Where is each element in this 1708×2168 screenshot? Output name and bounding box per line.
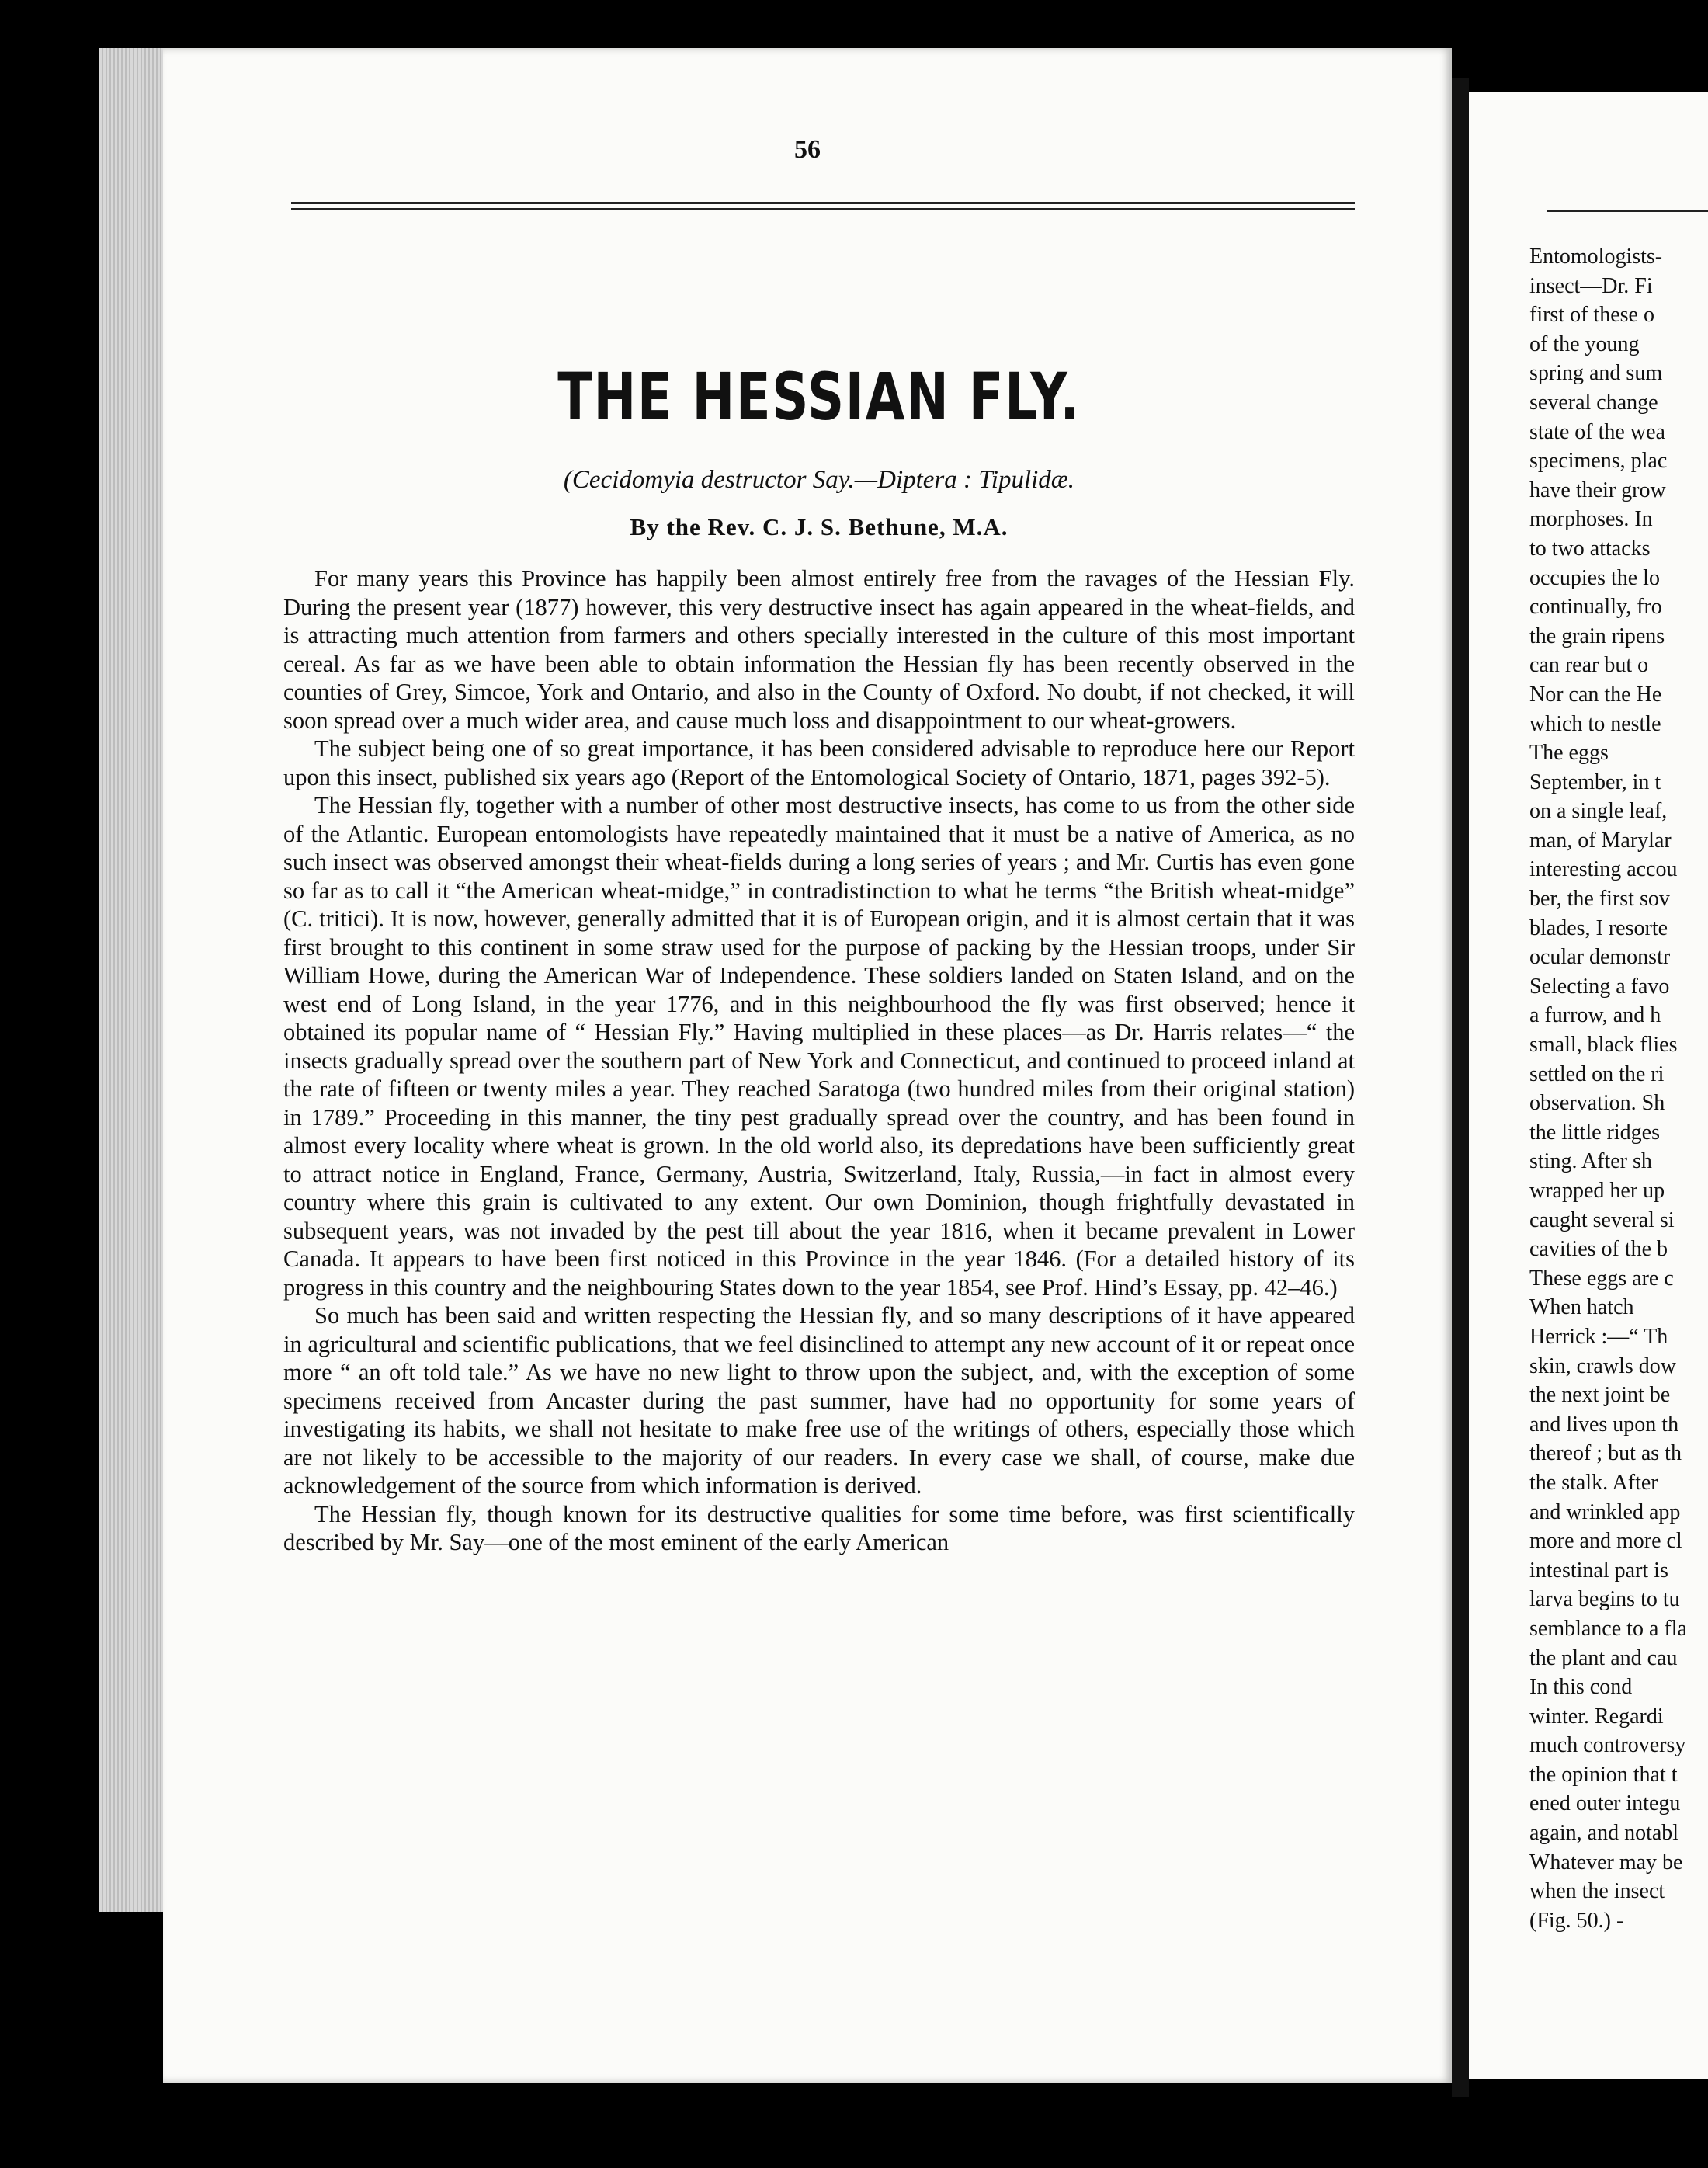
right-page-line: September, in t bbox=[1529, 770, 1661, 794]
right-page-line: the stalk. After bbox=[1529, 1470, 1658, 1495]
right-page-line: the opinion that t bbox=[1529, 1762, 1678, 1787]
page-number: 56 bbox=[794, 135, 821, 164]
left-page bbox=[163, 48, 1452, 2083]
right-page-line: the grain ripens bbox=[1529, 624, 1665, 648]
right-page-line: observation. Sh bbox=[1529, 1091, 1665, 1116]
paragraph-3: The Hessian fly, together with a number of other most destructive insects, has come to us from the other side of the Atlantic. European entomologists have repeatedly maintained that it must be a native of America, as no such insect was observed amongst their wheat-fields during a long series of years ; and Mr. Curtis has even gone so far as to call it “the American wheat-midge,” in contradistinction to what he terms “the British wheat-midge” (C. tritici). It is now, however, generally admitted that it is of European origin, and it is almost certain that it was first brought to this continent in some straw used for the purpose of packing by the Hessian troops, under Sir William Howe, during the American War of Independence. These soldiers landed on Staten Island, and on the west end of Long Island, in the year 1776, and in this neighbourhood the fly was first observed; hence it obtained its popular name of “ Hessian Fly.” Having multiplied in these places—as Dr. Harris relates—“ the insects gradually spread over the southern part of New York and Connecticut, and continued to proceed inland at the rate of fifteen or twenty miles a year. They reached Saratoga (two hundred miles from their original station) in 1789.” Proceeding in this manner, the tiny pest gradually spread over the country, and has been found in almost every locality where wheat is grown. In the old world also, its depredations have been sufficiently great to attract notice in England, France, Germany, Austria, Switzerland, Italy, Russia,—in fact in almost every country where this grain is cultivated to any extent. Our own Dominion, though frightfully devastated in subsequent years, was not invaded by the pest till about the year 1816, when it became prevalent in Lower Canada. It appears to have been first noticed in this Province in the year 1846. (For a detailed history of its progress in this country and the neighbouring States down to the year 1854, see Prof. Hind’s Essay, pp. 42–46.) bbox=[283, 792, 1355, 1301]
right-page-line: more and more cl bbox=[1529, 1529, 1682, 1554]
paragraph-1: For many years this Province has happily been almost entirely free from the ravages of the Hessian Fly. During the present year (1877) however, this very destructive insect has again appeared in the wheat-fields, and is attracting much attention from farmers and others specially interested in the culture of this most important cereal. As far as we have been able to obtain information the Hessian fly has been recently observed in the counties of Grey, Simcoe, York and Ontario, and also in the County of Oxford. No doubt, if not checked, it will soon spread over a much wider area, and cause much loss and disappointment to our wheat-growers. bbox=[283, 565, 1355, 734]
right-page-line: larva begins to tu bbox=[1529, 1587, 1680, 1612]
right-page-line: Whatever may be bbox=[1529, 1850, 1683, 1874]
right-page-line: man, of Marylar bbox=[1529, 828, 1672, 853]
right-page-line: which to nestle bbox=[1529, 711, 1661, 736]
header-rule-bottom bbox=[291, 208, 1355, 210]
right-page-line: specimens, plac bbox=[1529, 449, 1668, 474]
right-page-line: When hatch bbox=[1529, 1295, 1634, 1320]
right-page-line: of the young bbox=[1529, 332, 1640, 356]
right-page-line: semblance to a fla bbox=[1529, 1616, 1687, 1641]
right-page-line: settled on the ri bbox=[1529, 1061, 1665, 1086]
right-page-line: Herrick :—“ Th bbox=[1529, 1324, 1668, 1349]
right-page-line: winter. Regardi bbox=[1529, 1704, 1664, 1728]
right-page-line: cavities of the b bbox=[1529, 1237, 1668, 1262]
right-page-line: thereof ; but as th bbox=[1529, 1441, 1682, 1466]
header-rule-top bbox=[291, 202, 1355, 204]
right-page-line: the little ridges bbox=[1529, 1120, 1660, 1145]
right-page-line: interesting accou bbox=[1529, 857, 1678, 882]
right-page-line: spring and sum bbox=[1529, 361, 1663, 386]
paragraph-4: So much has been said and written respecting the Hessian fly, and so many descriptions of it have appeared in agricultural and scientific publications, that we feel disinclined to attempt any new account of it or repeat once more “ an oft told tale.” As we have no new light to throw upon the subject, and, with the exception of some specimens received from Ancaster during the past summer, have had no opportunity for some years of investigating its habits, we shall not hesitate to make free use of the writings of others, especially those which are not likely to be accessible to the majority of our readers. In every case we shall, of course, make due acknowledgement of the source from which information is derived. bbox=[283, 1302, 1355, 1499]
paragraph-2: The subject being one of so great importance, it has been considered advisable to reproduce here our Report upon this insect, published six years ago (Report of the Entomological Society of Ontario, 1871, pages 392-5). bbox=[283, 735, 1355, 790]
right-page-line: morphoses. In bbox=[1529, 507, 1653, 532]
right-page-line: (Fig. 50.) - bbox=[1529, 1908, 1624, 1933]
right-page-line: insect—Dr. Fi bbox=[1529, 273, 1653, 298]
right-page-line: to two attacks bbox=[1529, 536, 1651, 561]
right-page-line: several change bbox=[1529, 390, 1658, 415]
right-page-line: much controversy bbox=[1529, 1733, 1686, 1758]
right-page-line: and lives upon th bbox=[1529, 1412, 1679, 1437]
right-page-line: wrapped her up bbox=[1529, 1179, 1665, 1203]
right-page-line: caught several si bbox=[1529, 1207, 1675, 1232]
right-page-line: occupies the lo bbox=[1529, 565, 1660, 590]
right-page-line: intestinal part is bbox=[1529, 1558, 1668, 1583]
right-page-line: a furrow, and h bbox=[1529, 1003, 1661, 1028]
right-page-text bbox=[1529, 242, 1708, 1935]
article-subtitle: (Cecidomyia destructor Say.—Diptera : Tipulidæ. bbox=[563, 466, 1075, 494]
right-page-line: Nor can the He bbox=[1529, 682, 1662, 707]
right-page-line: continually, fro bbox=[1529, 595, 1662, 620]
right-page-line: the plant and cau bbox=[1529, 1645, 1678, 1670]
right-page-line: state of the wea bbox=[1529, 419, 1665, 444]
right-page-line: skin, crawls dow bbox=[1529, 1353, 1676, 1378]
paragraph-5: The Hessian fly, though known for its destructive qualities for some time before, was first scientifically described by Mr. Say—one of the most eminent of the early American bbox=[283, 1500, 1355, 1555]
right-header-rule bbox=[1547, 210, 1708, 212]
right-page-line: and wrinkled app bbox=[1529, 1499, 1681, 1524]
right-page-line: when the insect bbox=[1529, 1879, 1665, 1904]
article bbox=[283, 359, 1355, 1557]
article-title: THE HESSIAN FLY. bbox=[557, 359, 1081, 435]
right-page-line: small, black flies bbox=[1529, 1033, 1678, 1058]
article-byline: By the Rev. C. J. S. Bethune, M.A. bbox=[630, 513, 1008, 540]
right-page-line: These eggs are c bbox=[1529, 1266, 1674, 1291]
right-page-line: again, and notabl bbox=[1529, 1821, 1679, 1846]
right-page-line: on a single leaf, bbox=[1529, 799, 1668, 824]
right-page-line: have their grow bbox=[1529, 478, 1666, 502]
right-page-line: blades, I resorte bbox=[1529, 915, 1668, 940]
right-page-line: ened outer integu bbox=[1529, 1791, 1681, 1816]
right-page-line: In this cond bbox=[1529, 1675, 1633, 1700]
book-gutter bbox=[1452, 78, 1469, 2097]
right-page-line: ber, the first sov bbox=[1529, 887, 1670, 912]
right-page-line: The eggs bbox=[1529, 741, 1609, 766]
right-page-line: first of these o bbox=[1529, 303, 1654, 328]
right-page-line: ocular demonstr bbox=[1529, 945, 1671, 970]
right-page-line: Entomologists- bbox=[1529, 245, 1663, 269]
right-page-line: the next joint be bbox=[1529, 1383, 1671, 1408]
right-page-line: can rear but o bbox=[1529, 653, 1649, 678]
right-page bbox=[1469, 92, 1708, 2079]
right-page-line: Selecting a favo bbox=[1529, 974, 1670, 999]
right-page-line: sting. After sh bbox=[1529, 1149, 1652, 1174]
